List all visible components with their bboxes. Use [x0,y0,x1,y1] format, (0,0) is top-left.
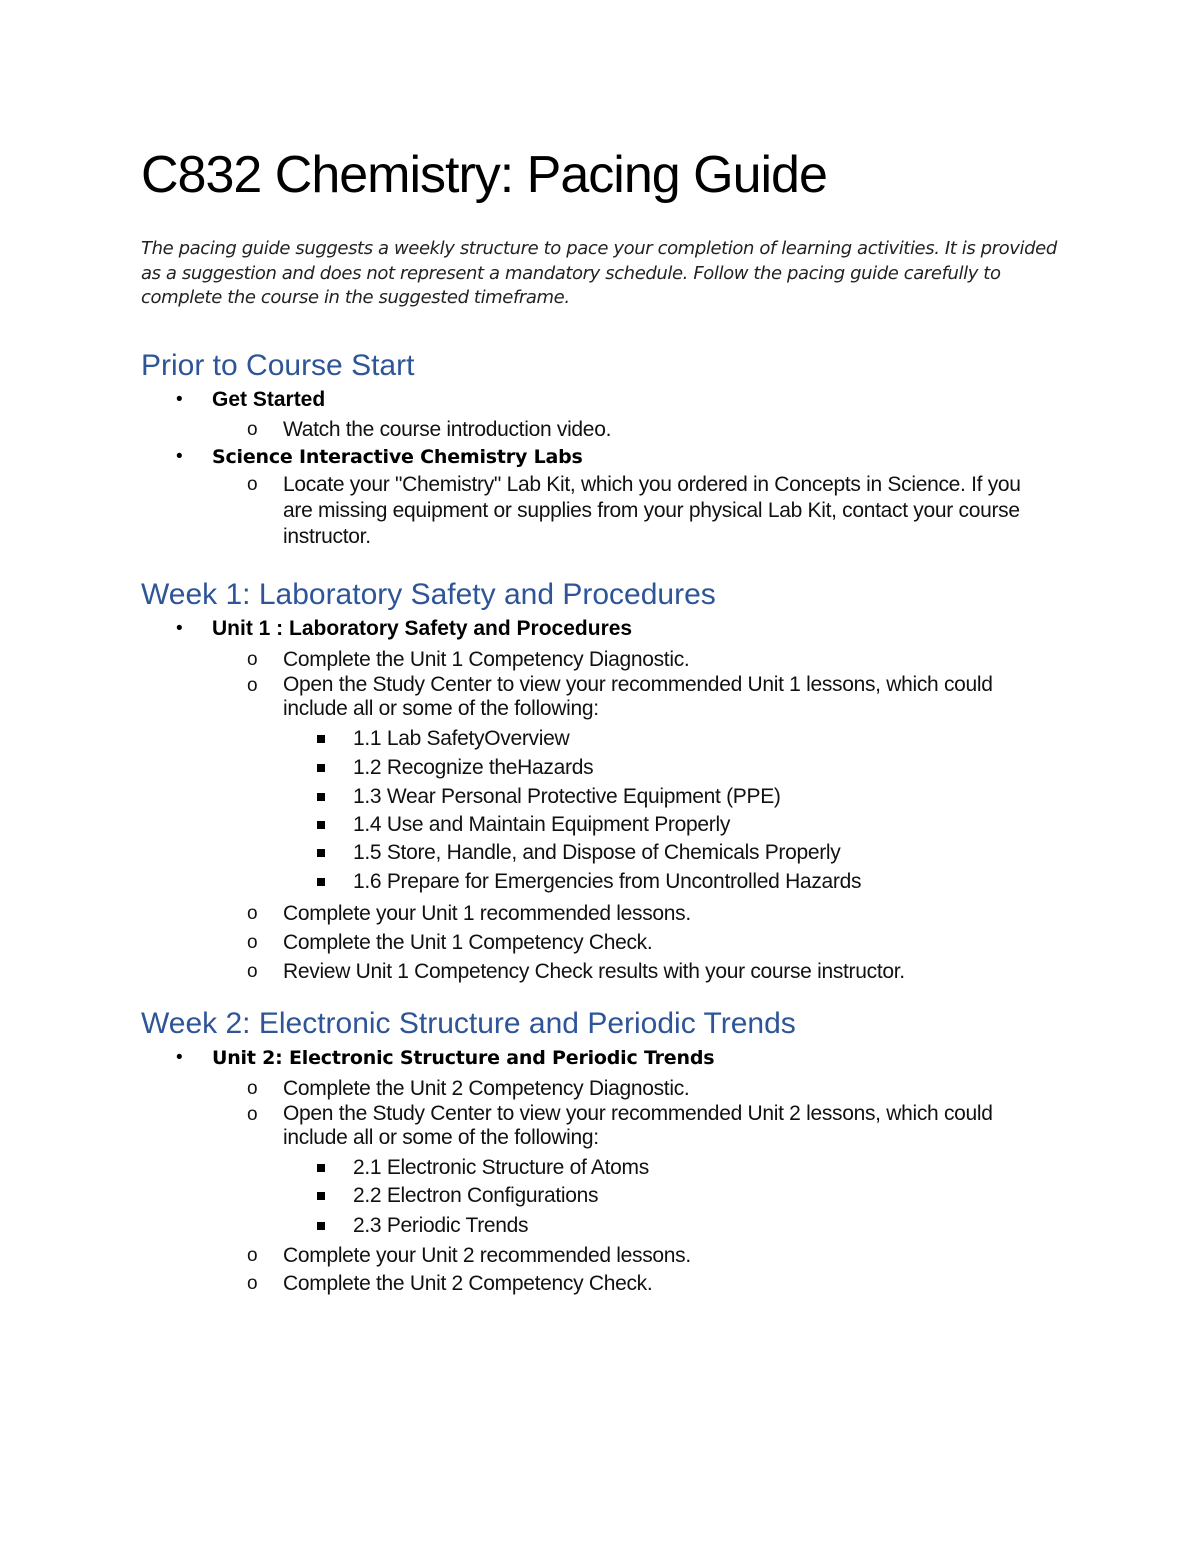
sub-marker: o [247,419,258,440]
square-bullet-icon [317,878,325,886]
square-bullet-icon [317,849,325,857]
square-bullet-icon [317,1222,325,1230]
bullet-label: Science Interactive Chemistry Labs [212,446,583,468]
lesson-text: 1.2 Recognize theHazards [353,756,594,779]
sub-marker: o [247,1245,258,1266]
sub-marker: o [247,649,258,670]
sub-marker: o [247,903,258,924]
lesson-text: 1.1 Lab SafetyOverview [353,727,570,750]
square-bullet-icon [317,793,325,801]
section-heading-week-2: Week 2: Electronic Structure and Periodic Trends [141,1007,796,1040]
bullet-marker: • [176,1047,183,1068]
lesson-text: 2.3 Periodic Trends [353,1214,529,1237]
bullet-label: Get Started [212,388,326,411]
sub-marker: o [247,1104,258,1125]
sub-item-text: Complete your Unit 1 recommended lessons. [283,902,691,925]
lesson-text: 2.1 Electronic Structure of Atoms [353,1156,649,1179]
section-heading-prior: Prior to Course Start [141,349,415,382]
square-bullet-icon [317,1164,325,1172]
square-bullet-icon [317,764,325,772]
bullet-marker: • [176,446,183,467]
bullet-label: Unit 2: Electronic Structure and Periodic Trends [212,1047,715,1069]
square-bullet-icon [317,735,325,743]
bullet-label: Unit 1 : Laboratory Safety and Procedures [212,617,633,640]
sub-item-text: Open the Study Center to view your recommended Unit 2 lessons, which could include all or some of the following: [283,1102,993,1149]
sub-marker: o [247,932,258,953]
sub-marker: o [247,961,258,982]
sub-marker: o [247,1273,258,1294]
square-bullet-icon [317,821,325,829]
page-title: C832 Chemistry: Pacing Guide [141,146,827,204]
lesson-text: 1.6 Prepare for Emergencies from Uncontrolled Hazards [353,870,862,893]
intro-paragraph: The pacing guide suggests a weekly structure to pace your completion of learning activities. It is provided as a suggestion and does not represent a mandatory schedule. Follow the pacing guide carefully to complete the course in the suggested timeframe. [141,238,1057,308]
lesson-text: 2.2 Electron Configurations [353,1184,599,1207]
sub-marker: o [247,1078,258,1099]
sub-item-text: Open the Study Center to view your recommended Unit 1 lessons, which could include all or some of the following: [283,673,993,720]
sub-marker: o [247,474,258,495]
section-heading-week-1: Week 1: Laboratory Safety and Procedures [141,578,716,611]
bullet-marker: • [176,618,183,639]
sub-item-text: Locate your "Chemistry" Lab Kit, which you ordered in Concepts in Science. If you are missing equipment or supplies from your physical Lab Kit, contact your course instructor. [283,473,1021,548]
sub-item-text: Review Unit 1 Competency Check results with your course instructor. [283,960,905,983]
lesson-text: 1.5 Store, Handle, and Dispose of Chemicals Properly [353,841,841,864]
sub-item-text: Complete the Unit 1 Competency Diagnostic. [283,648,690,671]
bullet-marker: • [176,389,183,410]
sub-item-text: Watch the course introduction video. [283,418,612,441]
square-bullet-icon [317,1192,325,1200]
sub-item-text: Complete the Unit 1 Competency Check. [283,931,653,954]
sub-item-text: Complete the Unit 2 Competency Diagnostic. [283,1077,690,1100]
sub-marker: o [247,675,258,696]
lesson-text: 1.3 Wear Personal Protective Equipment (PPE) [353,785,781,808]
lesson-text: 1.4 Use and Maintain Equipment Properly [353,813,731,836]
sub-item-text: Complete the Unit 2 Competency Check. [283,1272,653,1295]
sub-item-text: Complete your Unit 2 recommended lessons. [283,1244,691,1267]
